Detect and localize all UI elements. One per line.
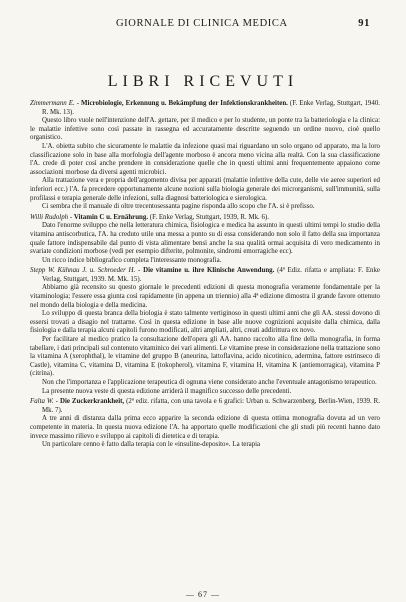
entry-heading: Willi Rudolph - Vitamin C u. Ernährung. (F. Enke Verlag, Stuttgart, 1939, R. Mk. 6). (30, 213, 269, 221)
entry-paragraph: Un ricco indice bibliografico completa l'interessante monografia. (42, 256, 222, 264)
entry-paragraph: La presente nuova veste di questa edizione arriderà il magnifico successo delle precedenti. (42, 387, 292, 395)
entry-publication: (F. Enke Verlag, Stuttgart, 1939, R. Mk. 6). (149, 213, 269, 221)
entry-publication: (F. Enke Verlag, Stuttgart, 1940. R. Mk. 13). (42, 100, 380, 116)
entry-paragraph: Questo libro vuole nell'intenzione dell'A. gettare, per il medico e per lo studente, un ponte tra la batteriologia e la clinica: le malattie infettive sono così passate in rassegna ed accuratamente descritte seguendo un ordine nuovo, cioè quello organistico. (30, 117, 380, 142)
entry-paragraph: Dato l'enorme sviluppo che nella letteratura chimica, fisiologica e medica ha assunto in questi ultimi tempi lo studio della vitamina antiscorbutica, l'A. ha creduto utile una messa a punto su di essa considerando non solo il fatto della sua importanza quale fattore indispensabile dal punto di vista alimentare bensì anche la sua qualità ormai acquisita di vero medicamento in svariate condizioni morbose (vedi per esempio difterite, polmonite, sindromi emorragiche ecc). (30, 222, 380, 256)
entry-title: Die vitamine u. ihre Klinische Anwendung. (143, 267, 275, 275)
entry-paragraph: Alla trattazione vera e propria dell'argomento divisa per apparati (malattie infettive della cute, delle vie aeree superiori ed inferiori ecc.) l'A. fa precedere opportunamente alcune nozioni sulla biologia generale dei microrganismi, sull'immunità, sulla profilassi e terapia generale delle infezioni, sulla diagnosi batteriologica e sierologica. (30, 177, 380, 202)
review-entry (30, 214, 380, 266)
page-number: 91 (358, 18, 370, 29)
entry-paragraph: Lo sviluppo di questa branca della biologia è stato talmente vertiginoso in questi ultimi anni che gli AA. stessi dovono di essersi trovati a disagio nel trattarne. Così in questa edizione in base alle nuove cognizioni acquisite dalla chimica, dalla fisiologia e dalla terapia alcuni capitoli furono modificati, altri ampliati, altri, creati addirittura ex novo. (30, 310, 380, 335)
section-title: LIBRI RICEVUTI (107, 72, 299, 90)
entry-heading: Zimmermann E. - Microbiologie, Erkennung u. Bekämpfung der Infektionskrankheiten. (F. Enke Verlag, Stuttgart, 1940. R. Mk. 13). (30, 100, 380, 116)
entry-title: Vitamin C u. Ernährung. (73, 213, 149, 221)
entry-paragraph: Un particolare cenno è fatto dalla terapia con le «insuline-deposito». La terapia (42, 441, 261, 449)
entry-paragraph: Abbiamo già recensito su questo giornale le precedenti edizioni di questa monografia veramente fondamentale per la vitaminologia; l'essere essa giunta così rapidamente (in appena un triennio) alla 4ª edizione dimostra il grande favore ottenuto nel mondo della biologia e della medicina. (30, 284, 380, 309)
entry-publication: (2ª ediz. rifatta, con una tavola e 6 grafici: Urban u. Schwarzenberg, Berlin-Wien, 1939. R. Mk. 7). (42, 398, 380, 414)
entry-paragraph: A tre anni di distanza dalla prima ecco apparire la seconda edizione di questa ottima monografia dovuta ad un vero competente in materia. In questa nuova edizione l'A. ha apportato quelle modificazioni che gli studi più recenti hanno dato invece massimo rilievo e sviluppo ai capitoli di dietetica e di terapia. (30, 415, 380, 440)
review-entry (30, 398, 380, 450)
entry-paragraph: L'A. obietta subito che sicuramente le malattie da infezione quasi mai riguardano un solo organo od apparato, ma la loro classificazione solo in base alla morfologia dell'agente morboso è ancora meno vicina alla realtà. Con la sua classificazione l'A. crede di poter così anche prendere in considerazione quelle che in questi ultimi anni frequentemente appaiono come associazioni morbose da diversi agenti microbici. (30, 142, 380, 176)
running-title: GIORNALE DI CLINICA MEDICA (116, 18, 288, 29)
review-list (30, 100, 380, 452)
review-entry (30, 267, 380, 396)
entry-publication: (4ª Ediz. rifatta e ampliata: F. Enke Verlag, Stuttgart, 1939. M. Mk. 15). (42, 267, 380, 283)
entry-title: Die Zuckerkrankheit, (59, 398, 125, 406)
entry-title: Microbiologie, Erkennung u. Bekämpfung der Infektionskrankheiten. (81, 100, 288, 107)
review-entry (30, 100, 380, 212)
entry-author: Falta W. (30, 398, 54, 406)
entry-author: Stepp W. Kühnau J. u. Schroeder H. (30, 267, 136, 275)
entry-paragraph: Non che l'importanza e l'applicazione terapeutica di ognuna viene considerato anche l'eventuale antagonismo terapeutico. (42, 379, 377, 386)
entry-paragraph: Per facilitare al medico pratico la consultazione dell'opera gli AA. hanno raccolto alla fine della monografia, in forma tabellare, i dati principali sul contenuto vitaminico dei vari alimenti. Le vitamine prese in considerazione nella trattazione sono la vitamina A (xerophthal), le vitamine del gruppo B (aneurina, lattoflavina, acido nicotinico, adermina, fattore estrinseco di Castle), vitamina C, vitamina D, vitamina E (tokopherol), vitamina F, vitamina H, vitamina K (antiemorragica), vitamina P (citrina). (30, 336, 380, 378)
entry-heading: Stepp W. Kühnau J. u. Schroeder H. - Die vitamine u. ihre Klinische Anwendung. (4ª Ediz. rifatta e ampliata: F. Enke Verlag, Stuttgart, 1939. M. Mk. 15). (30, 267, 380, 283)
entry-paragraph: Ci sembra che il manuale di oltre trecentosessanta pagine risponda allo scopo che l'A. si è prefisso. (42, 203, 315, 211)
entry-heading: Falta W. - Die Zuckerkrankheit, (2ª ediz. rifatta, con una tavola e 6 grafici: Urban u. Schwarzenberg, Berlin-Wien, 1939. R. Mk. 7). (30, 398, 380, 414)
entry-author: Zimmermann E. (30, 100, 75, 107)
entry-author: Willi Rudolph (30, 213, 69, 221)
page-folio: — 67 — (186, 590, 220, 599)
